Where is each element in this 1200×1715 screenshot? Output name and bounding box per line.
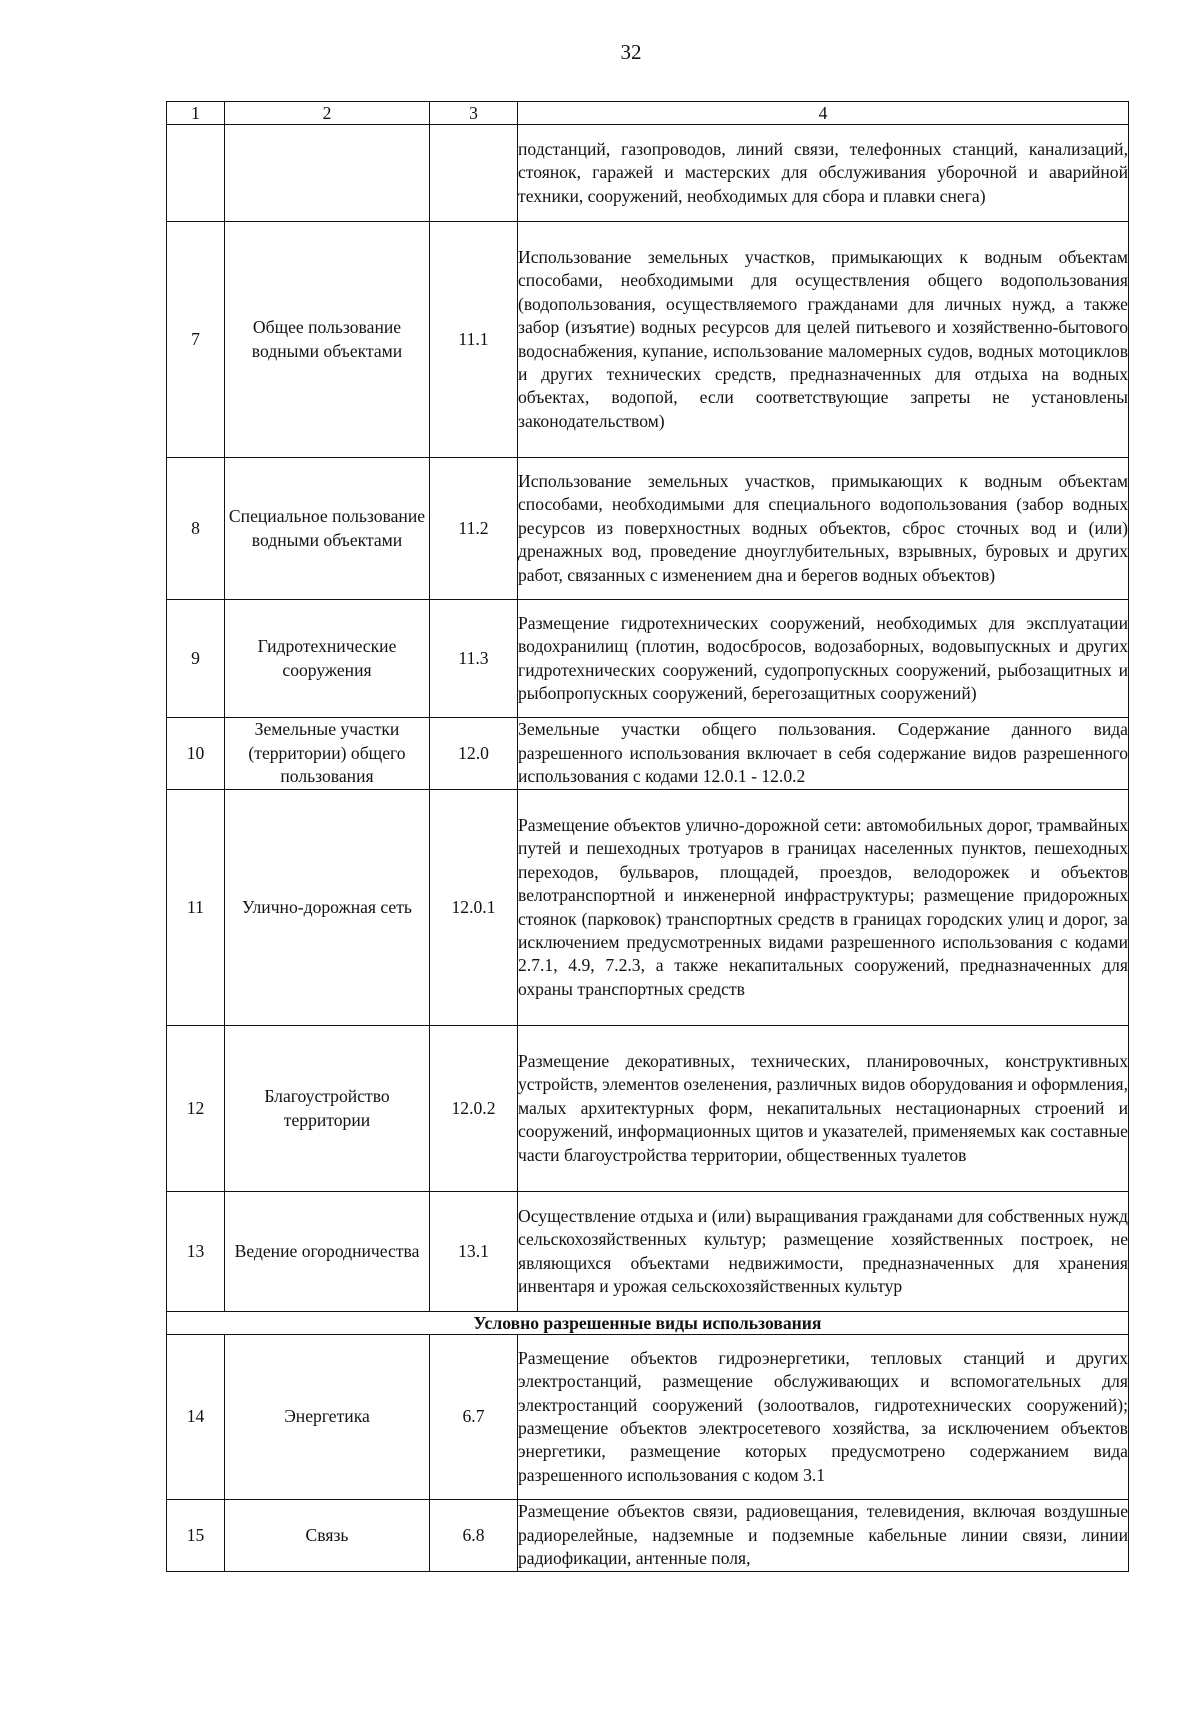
use-name-cell [225,125,430,222]
use-code-cell: 6.7 [430,1335,518,1500]
description-cell: Использование земельных участков, примыкающих к водным объектам способами, необходимыми для осуществления общего водопользования (водопользования, осуществляемого гражданами для личных нужд, а также забор (изъятие) водных ресурсов для целей питьевого и хозяйственно-бытового водоснабжения, купание, использование маломерных судов, водных мотоциклов и других технических средств, предназначенных для отдыха на водных объектах, водопой, если соответствующие запреты не установлены законодательством) [518,222,1129,458]
table-row [167,1026,1129,1192]
table-row [167,125,1129,222]
use-code-cell: 6.8 [430,1500,518,1572]
use-name-cell: Специальное пользование водными объектами [225,458,430,600]
description-cell: подстанций, газопроводов, линий связи, телефонных станций, канализаций, стоянок, гаражей и мастерских для обслуживания уборочной и аварийной техники, сооружений, необходимых для сбора и плавки снега) [518,125,1129,222]
use-name-cell: Гидротехнические сооружения [225,600,430,718]
row-number-cell: 10 [167,718,225,790]
header-cell-1: 1 [167,102,225,125]
use-name-cell: Ведение огородничества [225,1192,430,1312]
table-row [167,718,1129,790]
section-heading: Условно разрешенные виды использования [167,1312,1129,1335]
use-name-cell: Улично-дорожная сеть [225,790,430,1026]
row-number-cell: 13 [167,1192,225,1312]
header-cell-2: 2 [225,102,430,125]
use-code-cell: 12.0.2 [430,1026,518,1192]
use-name-cell: Связь [225,1500,430,1572]
use-code-cell: 11.1 [430,222,518,458]
use-code-cell: 13.1 [430,1192,518,1312]
table-row [167,1335,1129,1500]
row-number-cell: 15 [167,1500,225,1572]
row-number-cell: 11 [167,790,225,1026]
description-cell: Земельные участки общего пользования. Содержание данного вида разрешенного использования включает в себя содержание видов разрешенного использования с кодами 12.0.1 - 12.0.2 [518,718,1129,790]
table-row [167,458,1129,600]
section-heading-row [167,1312,1129,1335]
use-name-cell: Общее пользование водными объектами [225,222,430,458]
table-header-row [167,102,1129,125]
description-cell: Размещение объектов связи, радиовещания, телевидения, включая воздушные радиорелейные, надземные и подземные кабельные линии связи, линии радиофикации, антенные поля, [518,1500,1129,1572]
row-number-cell: 12 [167,1026,225,1192]
use-name-cell: Благоустройство территории [225,1026,430,1192]
use-code-cell: 11.2 [430,458,518,600]
row-number-cell [167,125,225,222]
row-number-cell: 8 [167,458,225,600]
description-cell: Размещение объектов улично-дорожной сети: автомобильных дорог, трамвайных путей и пешеходных тротуаров в границах населенных пунктов, пешеходных переходов, бульваров, площадей, проездов, велодорожек и объектов велотранспортной и инженерной инфраструктуры; размещение придорожных стоянок (парковок) транспортных средств в границах городских улиц и дорог, за исключением предусмотренных видами разрешенного использования с кодами 2.7.1, 4.9, 7.2.3, а также некапитальных сооружений, предназначенных для охраны транспортных средств [518,790,1129,1026]
use-code-cell: 11.3 [430,600,518,718]
row-number-cell: 7 [167,222,225,458]
table-row [167,790,1129,1026]
use-name-cell: Земельные участки (территории) общего пользования [225,718,430,790]
description-cell: Размещение декоративных, технических, планировочных, конструктивных устройств, элементов озеленения, различных видов оборудования и оформления, малых архитектурных форм, некапитальных нестационарных строений и сооружений, информационных щитов и указателей, применяемых как составные части благоустройства территории, общественных туалетов [518,1026,1129,1192]
table-row [167,600,1129,718]
land-use-table [166,101,1129,1572]
page-number: 32 [620,40,642,64]
description-cell: Размещение объектов гидроэнергетики, тепловых станций и других электростанций, размещение обслуживающих и вспомогательных для электростанций сооружений (золоотвалов, гидротехнических сооружений); размещение объектов электросетевого хозяйства, за исключением объектов энергетики, размещение которых предусмотрено содержанием вида разрешенного использования с кодом 3.1 [518,1335,1129,1500]
row-number-cell: 14 [167,1335,225,1500]
table-row [167,1192,1129,1312]
description-cell: Использование земельных участков, примыкающих к водным объектам способами, необходимыми для специального водопользования (забор водных ресурсов из поверхностных водных объектов, сброс сточных вод и (или) дренажных вод, проведение дноуглубительных, взрывных, буровых и других работ, связанных с изменением дна и берегов водных объектов) [518,458,1129,600]
description-cell: Размещение гидротехнических сооружений, необходимых для эксплуатации водохранилищ (плотин, водосбросов, водозаборных, водовыпускных и других гидротехнических сооружений, судопропускных сооружений, рыбозащитных и рыбопропускных сооружений, берегозащитных сооружений) [518,600,1129,718]
table-row [167,222,1129,458]
header-cell-4: 4 [518,102,1129,125]
use-name-cell: Энергетика [225,1335,430,1500]
description-cell: Осуществление отдыха и (или) выращивания гражданами для собственных нужд сельскохозяйственных культур; размещение хозяйственных построек, не являющихся объектами недвижимости, предназначенных для хранения инвентаря и урожая сельскохозяйственных культур [518,1192,1129,1312]
use-code-cell [430,125,518,222]
row-number-cell: 9 [167,600,225,718]
use-code-cell: 12.0.1 [430,790,518,1026]
header-cell-3: 3 [430,102,518,125]
use-code-cell: 12.0 [430,718,518,790]
table-row [167,1500,1129,1572]
